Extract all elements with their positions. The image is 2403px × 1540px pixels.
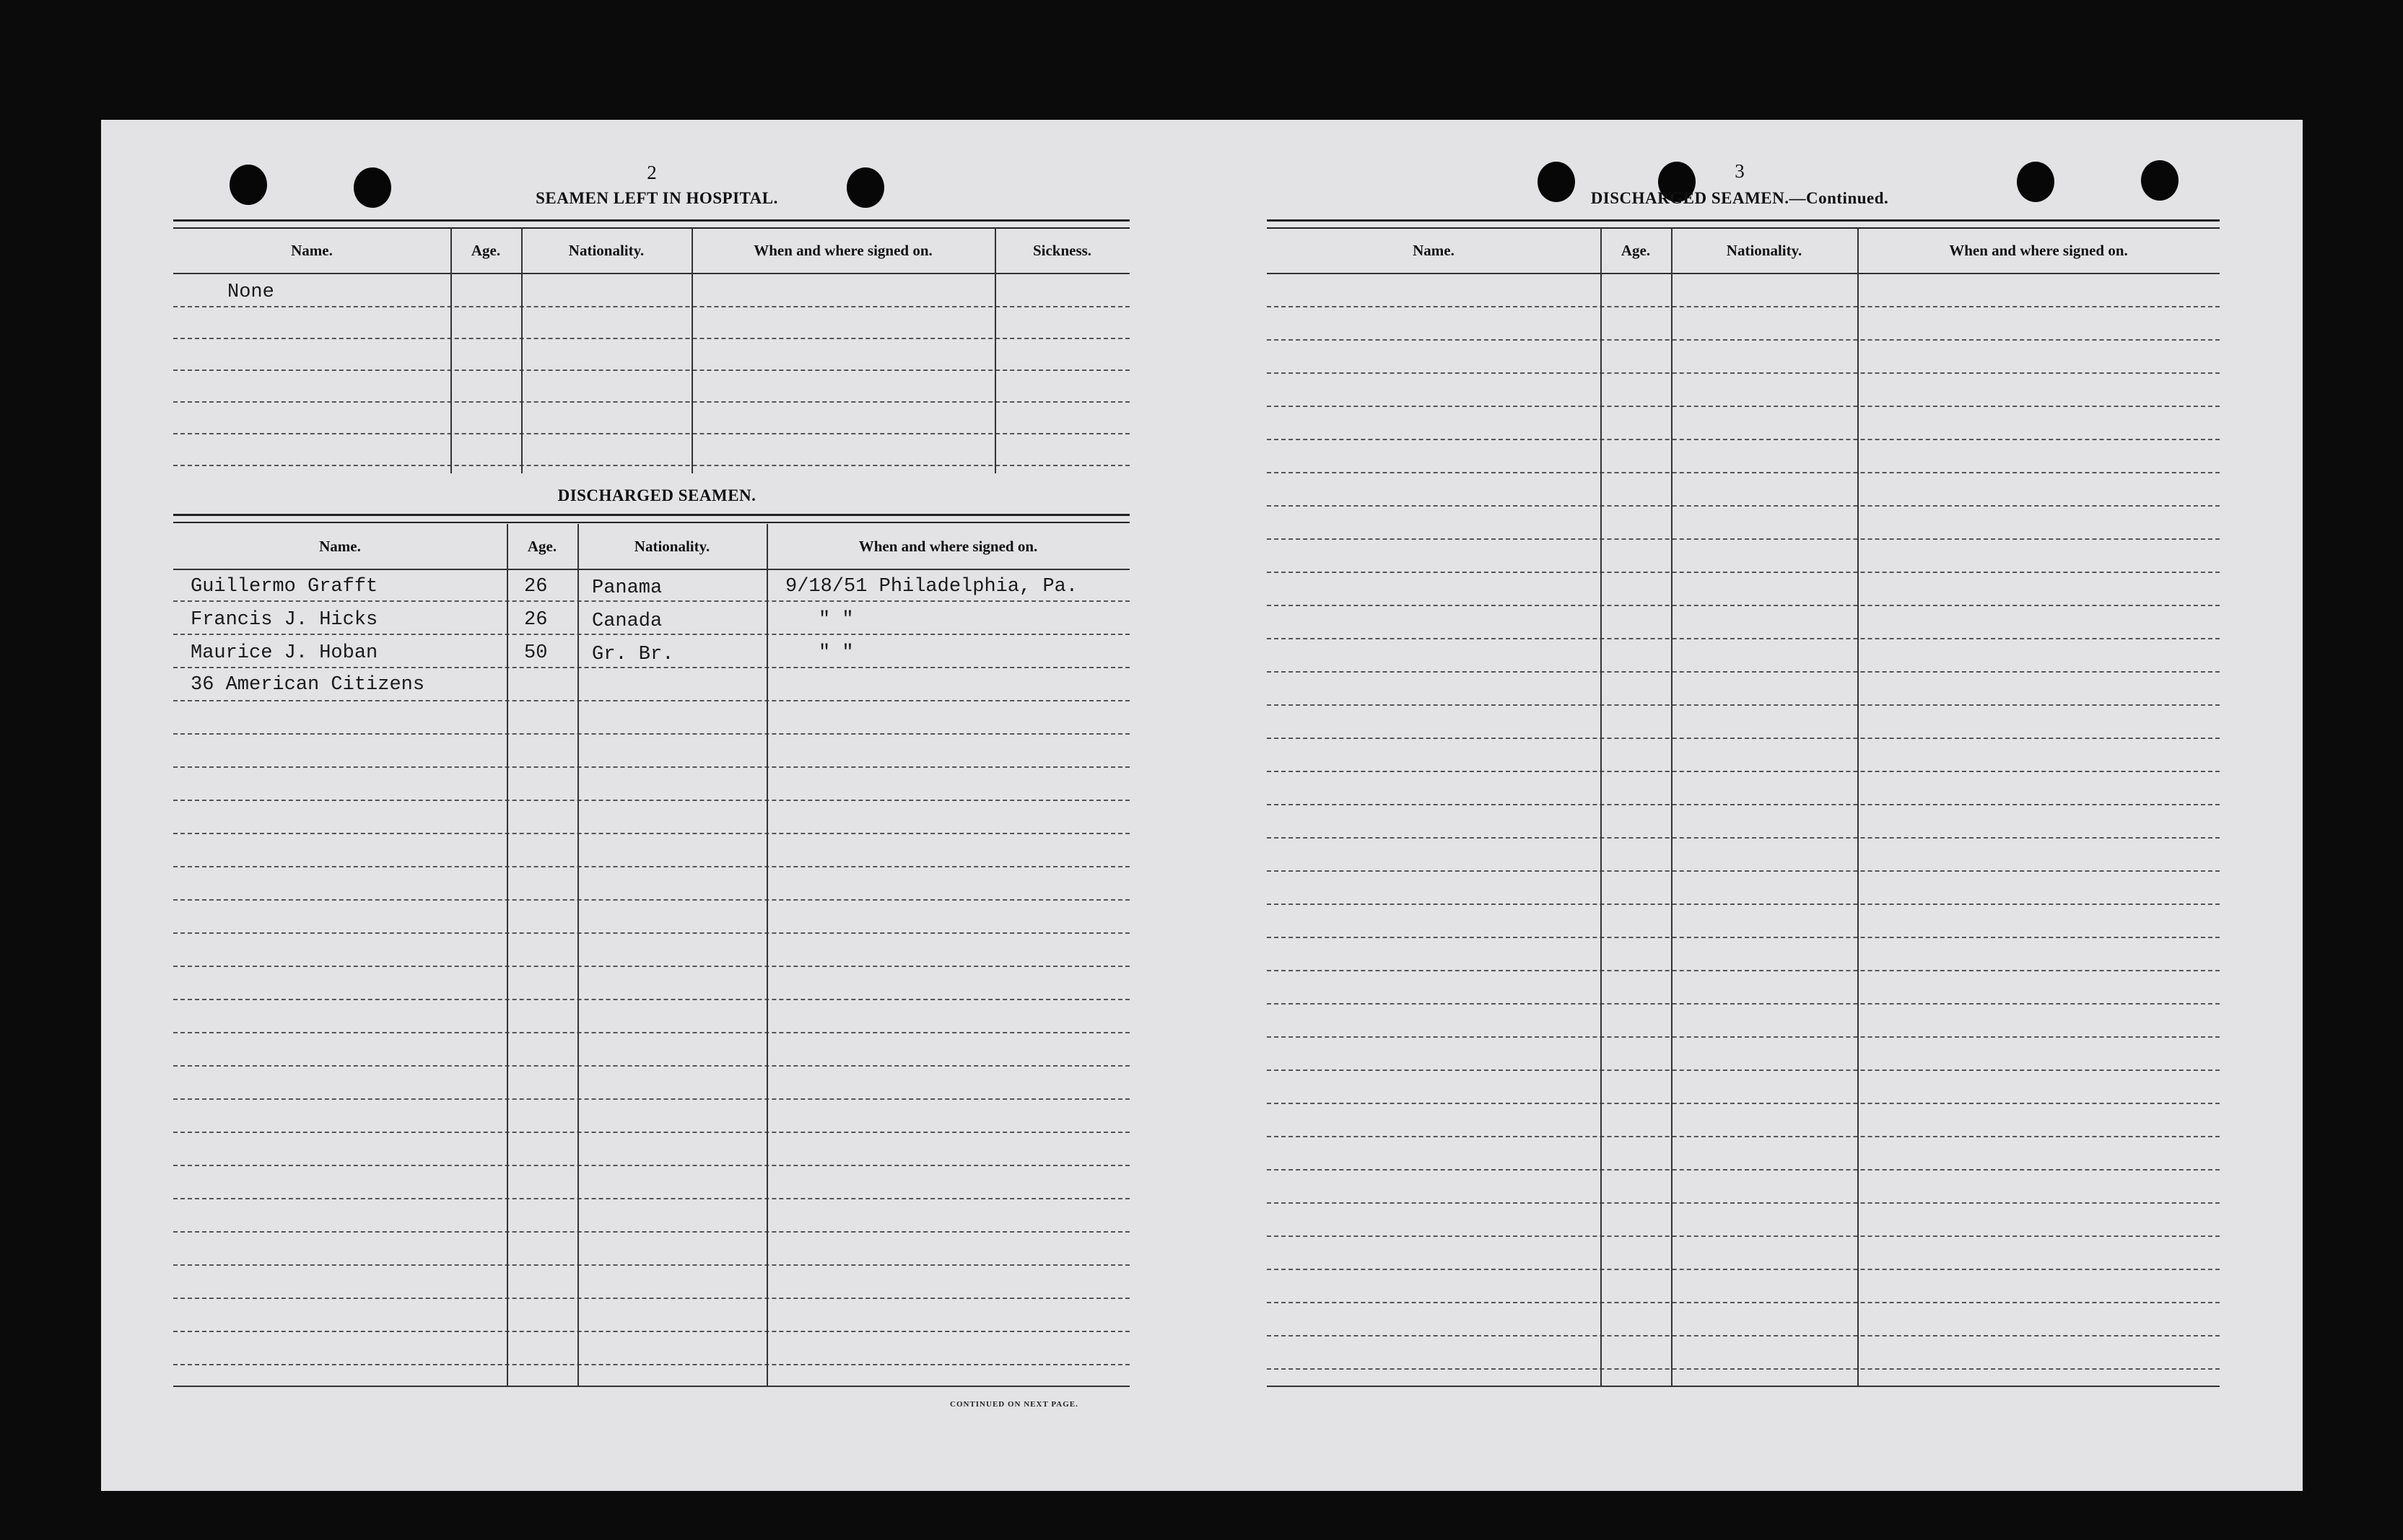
column-divider: [692, 228, 693, 473]
ruled-line: [173, 1165, 1130, 1166]
discharged-table: [173, 524, 1130, 1387]
ruled-line: [173, 306, 1130, 307]
ruled-line: [173, 733, 1130, 735]
column-header-name: Name.: [1413, 241, 1455, 259]
ruled-line: [1267, 704, 2220, 706]
hospital-name-cell: None: [227, 281, 274, 303]
seaman-signed-on-cell: " ": [819, 642, 854, 664]
ruled-line: [1267, 538, 2220, 540]
punch-hole: [230, 165, 267, 205]
hospital-section-title: SEAMEN LEFT IN HOSPITAL.: [536, 189, 778, 207]
ruled-line: [1267, 970, 2220, 971]
ruled-line: [1267, 1136, 2220, 1137]
column-header-signed-on: When and where signed on.: [1949, 241, 2128, 259]
ruled-line: [1267, 738, 2220, 739]
ruled-line: [1267, 339, 2220, 341]
ruled-line: [173, 634, 1130, 635]
ruled-line: [1267, 472, 2220, 473]
ruled-line: [1267, 1103, 2220, 1104]
ruled-line: [1267, 771, 2220, 772]
header-underline: [173, 569, 1130, 570]
column-divider: [521, 228, 523, 473]
ruled-line: [1267, 406, 2220, 407]
column-divider: [1857, 228, 1859, 1387]
ruled-line: [1267, 671, 2220, 673]
column-header-nationality: Nationality.: [568, 241, 645, 259]
ruled-line: [173, 800, 1130, 801]
ruled-line: [173, 1198, 1130, 1199]
ruled-line: [1267, 837, 2220, 839]
column-header-name: Name.: [319, 537, 361, 555]
ruled-line: [1267, 1269, 2220, 1270]
ruled-line: [173, 932, 1130, 934]
page-number-right: 3: [1735, 160, 1745, 182]
column-header-sickness: Sickness.: [1032, 241, 1092, 259]
ruled-line: [1267, 1003, 2220, 1005]
ruled-line: [1267, 1302, 2220, 1303]
ruled-line: [1267, 1069, 2220, 1071]
ruled-line: [173, 433, 1130, 434]
ruled-line: [173, 999, 1130, 1000]
ruled-line: [1267, 904, 2220, 905]
ruled-line: [1267, 1235, 2220, 1237]
header-underline: [1267, 273, 2220, 274]
column-divider: [507, 524, 508, 1387]
ruled-line: [1267, 638, 2220, 639]
ruled-line: [173, 700, 1130, 701]
ruled-line: [1267, 1169, 2220, 1171]
ruled-line: [1267, 1335, 2220, 1336]
ruled-line: [173, 1231, 1130, 1233]
ruled-line: [173, 1032, 1130, 1033]
seaman-name-cell: Francis J. Hicks: [191, 609, 378, 631]
ruled-line: [173, 465, 1130, 466]
punch-hole: [847, 167, 884, 208]
discharged-section-title: DISCHARGED SEAMEN.: [557, 486, 756, 504]
punch-hole: [2141, 160, 2179, 201]
header-underline: [173, 273, 1130, 274]
discharged-continued-table: [1267, 228, 2220, 1387]
seaman-signed-on-cell: " ": [819, 609, 854, 631]
double-rule: [173, 514, 1130, 523]
ruled-line: [1267, 870, 2220, 872]
ruled-line: [173, 833, 1130, 834]
table-bottom-line: [1267, 1386, 2220, 1387]
ruled-line: [173, 1065, 1130, 1067]
ruled-line: [173, 667, 1130, 668]
ruled-line: [173, 1298, 1130, 1299]
ruled-line: [173, 866, 1130, 867]
column-divider: [767, 524, 768, 1387]
column-divider: [1600, 228, 1602, 1387]
column-divider: [450, 228, 452, 473]
ruled-line: [173, 369, 1130, 371]
column-header-name: Name.: [291, 241, 333, 259]
ruled-line: [173, 899, 1130, 901]
column-header-nationality: Nationality.: [634, 537, 710, 555]
ruled-line: [1267, 439, 2220, 440]
column-header-age: Age.: [471, 241, 501, 259]
ruled-line: [1267, 804, 2220, 805]
ruled-line: [173, 1331, 1130, 1332]
column-header-age: Age.: [1621, 241, 1651, 259]
table-bottom-line: [173, 1386, 1130, 1387]
ruled-line: [1267, 505, 2220, 507]
ruled-line: [173, 1364, 1130, 1365]
document-paper: [101, 120, 2303, 1491]
ruled-line: [1267, 572, 2220, 573]
seaman-age-cell: 26: [524, 609, 548, 631]
continued-footer: CONTINUED ON NEXT PAGE.: [950, 1400, 1078, 1409]
seaman-name-cell: Maurice J. Hoban: [191, 642, 378, 664]
ruled-line: [1267, 1202, 2220, 1204]
column-header-signed-on: When and where signed on.: [754, 241, 933, 259]
ruled-line: [173, 401, 1130, 403]
column-header-nationality: Nationality.: [1726, 241, 1802, 259]
ruled-line: [1267, 937, 2220, 938]
hospital-table: [173, 228, 1130, 473]
seaman-nationality-cell: Canada: [592, 611, 663, 632]
ruled-line: [173, 600, 1130, 602]
punch-hole: [354, 167, 391, 208]
ruled-line: [173, 1098, 1130, 1100]
ruled-line: [1267, 306, 2220, 307]
ruled-line: [1267, 1036, 2220, 1038]
column-divider: [577, 524, 579, 1387]
column-divider: [1671, 228, 1672, 1387]
seaman-signed-on-cell: 9/18/51 Philadelphia, Pa.: [785, 576, 1078, 598]
page-number-left: 2: [647, 162, 657, 183]
ruled-line: [1267, 1368, 2220, 1370]
seaman-name-cell: 36 American Citizens: [191, 674, 425, 696]
column-header-signed-on: When and where signed on.: [858, 537, 1038, 555]
seaman-age-cell: 50: [524, 642, 548, 664]
ruled-line: [173, 1132, 1130, 1133]
ruled-line: [173, 338, 1130, 339]
column-divider: [995, 228, 996, 473]
seaman-age-cell: 26: [524, 576, 548, 598]
discharged-continued-title: DISCHARGED SEAMEN.—Continued.: [1590, 189, 1889, 207]
ruled-line: [1267, 605, 2220, 606]
seaman-name-cell: Guillermo Grafft: [191, 576, 378, 598]
ruled-line: [173, 1264, 1130, 1266]
punch-hole: [2017, 162, 2054, 202]
seaman-nationality-cell: Panama: [592, 577, 663, 599]
seaman-nationality-cell: Gr. Br.: [592, 644, 674, 665]
ruled-line: [173, 966, 1130, 967]
column-header-age: Age.: [527, 537, 557, 555]
ruled-line: [1267, 372, 2220, 374]
ruled-line: [173, 766, 1130, 768]
